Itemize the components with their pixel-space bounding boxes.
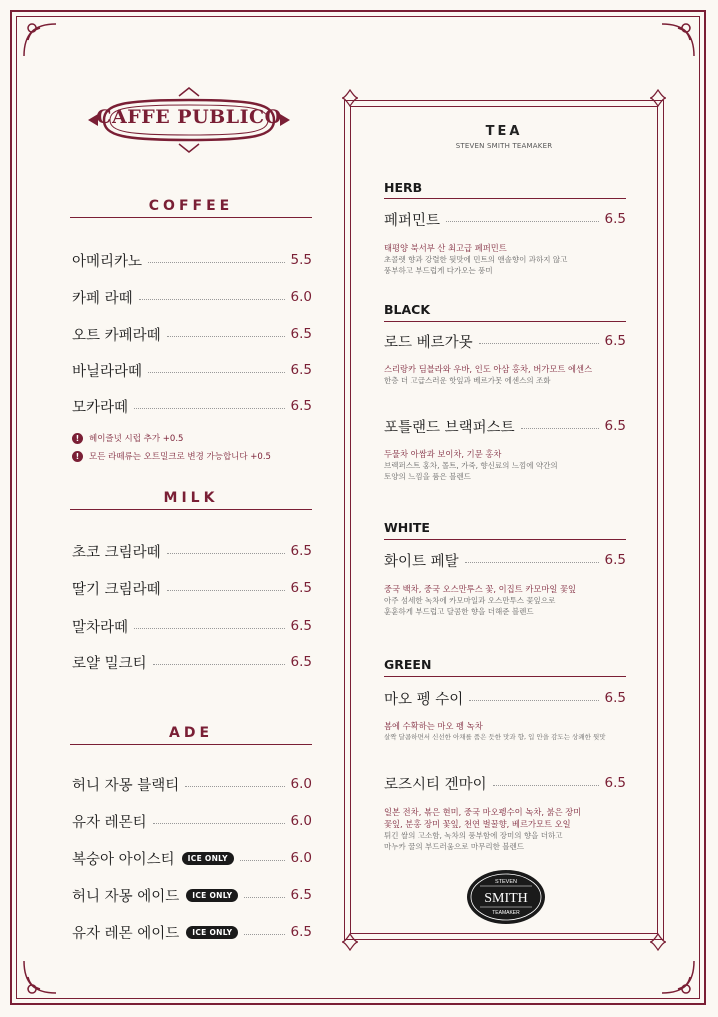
item-price: 6.5 bbox=[290, 887, 312, 903]
desc-line: 아주 섬세한 녹차에 카모마일과 오스만투스 꽃잎으로 bbox=[384, 596, 556, 605]
coffee-heading: COFFEE bbox=[148, 198, 234, 214]
desc-line: 봄에 수확하는 마오 펭 녹차 bbox=[384, 721, 483, 731]
item-name: 유자 레몬티 bbox=[72, 814, 147, 831]
item-price: 6.0 bbox=[290, 813, 312, 829]
item-price: 6.5 bbox=[290, 326, 312, 342]
divider bbox=[384, 539, 626, 540]
desc-line: 두물차 아쌈과 보이차, 기문 홍차 bbox=[384, 449, 502, 459]
desc-line: 태평양 북서부 산 최고급 페퍼민트 bbox=[384, 243, 507, 253]
item-price: 6.5 bbox=[290, 618, 312, 634]
tea-item bbox=[384, 687, 626, 709]
milk-heading: MILK bbox=[163, 490, 219, 506]
menu-item bbox=[72, 359, 312, 381]
menu-item bbox=[72, 395, 312, 417]
item-price: 6.0 bbox=[290, 850, 312, 866]
item-name: 마오 펭 수이 bbox=[384, 691, 464, 708]
flourish-icon bbox=[648, 932, 668, 952]
item-price: 6.5 bbox=[290, 543, 312, 559]
tea-item bbox=[384, 208, 626, 230]
item-name: 유자 레몬 에이드 bbox=[72, 925, 180, 942]
menu-item bbox=[72, 323, 312, 345]
menu-item bbox=[72, 651, 312, 673]
tea-item bbox=[384, 330, 626, 352]
category-black: BLACK bbox=[384, 302, 431, 317]
exclamation-icon: ! bbox=[72, 433, 83, 444]
tea-description bbox=[384, 363, 634, 386]
leader-dots bbox=[521, 428, 599, 429]
item-price: 6.0 bbox=[290, 289, 312, 305]
ice-only-badge: ICE ONLY bbox=[186, 889, 238, 902]
menu-item bbox=[72, 615, 312, 637]
leader-dots bbox=[167, 553, 285, 554]
item-name: 페퍼민트 bbox=[384, 212, 441, 229]
tea-item bbox=[384, 772, 626, 794]
desc-line: 마누카 꿀의 부드러움으로 마무리한 블렌드 bbox=[384, 842, 524, 851]
leader-dots bbox=[185, 786, 284, 787]
leader-dots bbox=[148, 262, 284, 263]
item-price: 6.5 bbox=[290, 398, 312, 414]
leader-dots bbox=[244, 934, 284, 935]
item-price: 6.5 bbox=[290, 654, 312, 670]
item-name: 허니 자몽 블랙티 bbox=[72, 777, 180, 794]
divider bbox=[384, 321, 626, 322]
leader-dots bbox=[479, 343, 599, 344]
info-note bbox=[72, 432, 183, 444]
item-name: 로즈시티 겐마이 bbox=[384, 776, 487, 793]
exclamation-icon: ! bbox=[72, 451, 83, 462]
smith-logo-main: SMITH bbox=[484, 891, 528, 906]
menu-item bbox=[72, 286, 312, 308]
leader-dots bbox=[240, 860, 285, 861]
tea-description bbox=[384, 242, 634, 276]
corner-ornament-icon bbox=[658, 20, 698, 60]
item-name: 카페 라떼 bbox=[72, 290, 133, 307]
flourish-icon bbox=[340, 88, 360, 108]
corner-ornament-icon bbox=[20, 957, 60, 997]
desc-line: 살짝 달콤하면서 신선한 아채를 품은 듯한 맛과 향, 입 안을 감도는 상쾌한 뒷맛 bbox=[384, 733, 606, 741]
item-price: 6.5 bbox=[604, 418, 626, 434]
tea-heading: TEA bbox=[485, 124, 523, 139]
desc-line: 스리랑카 딤블라와 우바, 인도 아삼 홍차, 버가모트 에센스 bbox=[384, 364, 593, 374]
leader-dots bbox=[167, 336, 285, 337]
item-name: 말차라떼 bbox=[72, 619, 129, 636]
desc-line: 일본 전차, 볶은 현미, 중국 마오펭수이 녹차, 붉은 장미 bbox=[384, 807, 582, 817]
menu-item bbox=[72, 540, 312, 562]
item-price: 6.5 bbox=[290, 362, 312, 378]
leader-dots bbox=[139, 299, 285, 300]
ade-heading: ADE bbox=[168, 725, 214, 741]
desc-line: 초콜렛 향과 강렬한 뒷맛에 민트의 앤솔향이 과하지 않고 bbox=[384, 255, 568, 264]
leader-dots bbox=[134, 628, 284, 629]
leader-dots bbox=[446, 221, 598, 222]
tea-description bbox=[384, 448, 634, 482]
item-name: 로드 베르가못 bbox=[384, 334, 473, 351]
tea-item bbox=[384, 415, 626, 437]
item-name: 오트 카페라떼 bbox=[72, 327, 161, 344]
leader-dots bbox=[153, 823, 285, 824]
item-price: 6.5 bbox=[604, 690, 626, 706]
desc-line: 토양의 느낌을 품은 블렌드 bbox=[384, 472, 471, 481]
desc-line: 중국 백차, 중국 오스만투스 꽃, 이집트 카모마일 꽃잎 bbox=[384, 584, 577, 594]
menu-item bbox=[72, 249, 312, 271]
leader-dots bbox=[244, 897, 284, 898]
item-name: 포틀랜드 브랙퍼스트 bbox=[384, 419, 515, 436]
item-name: 모카라떼 bbox=[72, 399, 129, 416]
brand-logo bbox=[84, 84, 294, 156]
leader-dots bbox=[134, 408, 284, 409]
item-name: 아메리카노 bbox=[72, 253, 143, 270]
item-name: 복숭아 아이스티 bbox=[72, 851, 175, 868]
desc-line: 풍부하고 부드럽게 다가오는 풍미 bbox=[384, 266, 493, 275]
divider bbox=[384, 198, 626, 199]
tea-item bbox=[384, 549, 626, 571]
corner-ornament-icon bbox=[658, 957, 698, 997]
tea-description bbox=[384, 583, 634, 617]
item-price: 6.5 bbox=[604, 211, 626, 227]
flourish-icon bbox=[648, 88, 668, 108]
corner-ornament-icon bbox=[20, 20, 60, 60]
smith-logo-bottom: TEAMAKER bbox=[492, 910, 520, 916]
category-herb: HERB bbox=[384, 180, 423, 195]
desc-line: 꽃잎, 분홍 장미 꽃잎, 천연 벌꿀향, 베르가모트 오일 bbox=[384, 819, 571, 829]
item-price: 5.5 bbox=[290, 252, 312, 268]
category-green: GREEN bbox=[384, 657, 432, 672]
info-note bbox=[72, 450, 271, 462]
menu-item bbox=[72, 810, 312, 832]
steven-smith-logo bbox=[466, 869, 546, 925]
tea-description bbox=[384, 720, 644, 743]
menu-item bbox=[72, 773, 312, 795]
leader-dots bbox=[469, 700, 598, 701]
item-name: 허니 자몽 에이드 bbox=[72, 888, 180, 905]
menu-item bbox=[72, 884, 312, 906]
ice-only-badge: ICE ONLY bbox=[186, 926, 238, 939]
menu-item bbox=[72, 921, 312, 943]
item-price: 6.0 bbox=[290, 776, 312, 792]
item-name: 화이트 페탈 bbox=[384, 553, 459, 570]
divider bbox=[384, 676, 626, 677]
divider bbox=[70, 217, 312, 218]
divider bbox=[70, 744, 312, 745]
menu-item bbox=[72, 577, 312, 599]
flourish-icon bbox=[340, 932, 360, 952]
tea-subheading: STEVEN SMITH TEAMAKER bbox=[455, 142, 553, 150]
desc-line: 튀긴 쌀의 고소함, 녹차의 풍부함에 장미의 향을 더하고 bbox=[384, 831, 563, 840]
leader-dots bbox=[167, 590, 285, 591]
desc-line: 훈훈하게 부드럽고 달콤한 향을 더해준 블렌드 bbox=[384, 607, 534, 616]
tea-description bbox=[384, 806, 634, 852]
ice-only-badge: ICE ONLY bbox=[182, 852, 234, 865]
item-price: 6.5 bbox=[604, 775, 626, 791]
smith-logo-top: STEVEN bbox=[494, 879, 518, 885]
desc-line: 한층 더 고급스러운 핫잎과 베르가못 에센스의 조화 bbox=[384, 376, 551, 385]
item-name: 딸기 크림라떼 bbox=[72, 581, 161, 598]
note-text: 모든 라떼류는 오트밀크로 변경 가능합니다 +0.5 bbox=[89, 452, 271, 462]
leader-dots bbox=[148, 372, 284, 373]
item-name: 바닐라라떼 bbox=[72, 363, 143, 380]
item-price: 6.5 bbox=[604, 333, 626, 349]
item-price: 6.5 bbox=[290, 924, 312, 940]
category-white: WHITE bbox=[384, 520, 430, 535]
leader-dots bbox=[153, 664, 285, 665]
desc-line: 브렉퍼스트 홍차, 몰트, 가죽, 향신료의 느낌에 약간의 bbox=[384, 461, 558, 470]
divider bbox=[70, 509, 312, 510]
item-name: 로얄 밀크티 bbox=[72, 655, 147, 672]
leader-dots bbox=[465, 562, 599, 563]
note-text: 헤이즐넛 시럽 추가 +0.5 bbox=[89, 434, 184, 444]
brand-name: CAFFE PUBLICO bbox=[96, 106, 282, 128]
item-price: 6.5 bbox=[604, 552, 626, 568]
item-name: 초코 크림라떼 bbox=[72, 544, 161, 561]
menu-item bbox=[72, 847, 312, 869]
item-price: 6.5 bbox=[290, 580, 312, 596]
leader-dots bbox=[493, 785, 599, 786]
